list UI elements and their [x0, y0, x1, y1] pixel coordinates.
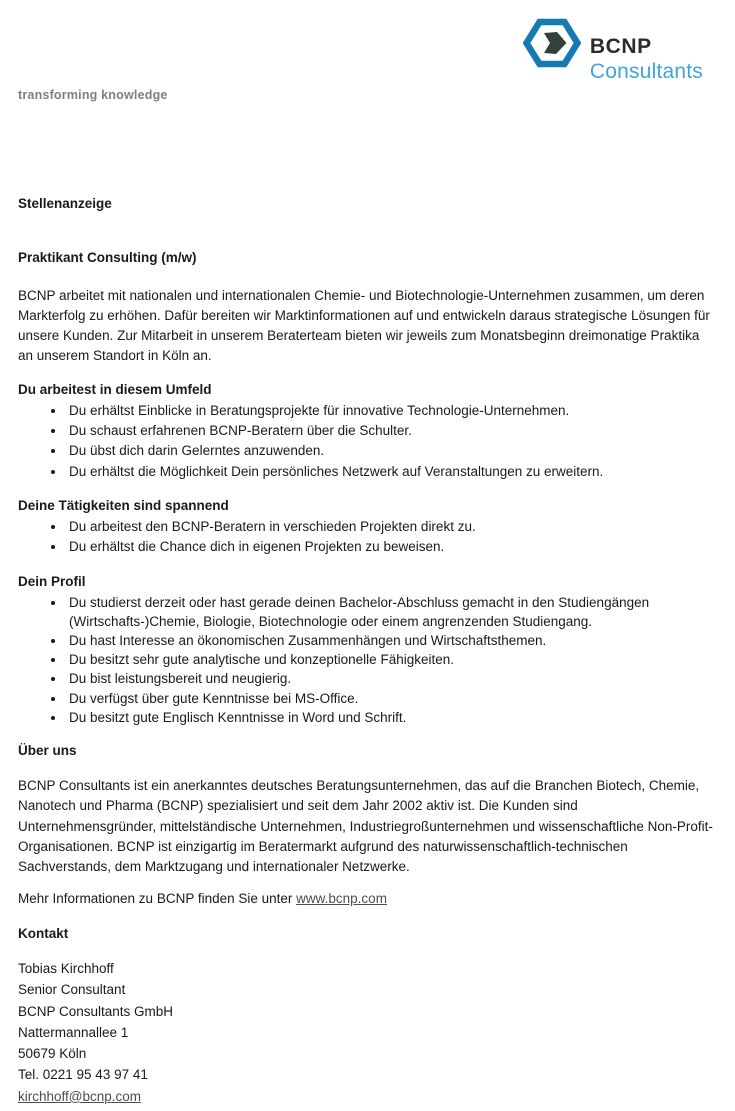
more-info-line [18, 889, 713, 909]
bullet-item: • Du hast Interesse an ökonomischen Zusammenhängen und Wirtschaftsthemen. [66, 631, 713, 650]
bullet-item: • Du studierst derzeit oder hast gerade deinen Bachelor-Abschluss gemacht in den Studiengängen (Wirtschafts-)Chemie, Biologie, Biotechnologie oder einem angrenzenden Studiengang. [66, 593, 713, 631]
bullet-item: • Du übst dich darin Gelerntes anzuwenden. [66, 441, 713, 461]
document-title: Stellenanzeige [18, 196, 112, 211]
about-paragraph: BCNP Consultants ist ein anerkanntes deutsches Beratungsunternehmen, das auf die Branchen Biotech, Chemie, Nanotech und Pharma (BCNP) spezialisiert und seit dem Jahr 2002 aktiv ist. Die Kunden sind Unternehmensgründer, mittelständische Unternehmen, Industriegroßunternehmen und wissenschaftliche Non-Profit-Organisationen. BCNP ist einzigartig im Beratermarkt aufgrund des naturwissenschaftlich-technischen Sachverstands, dem Marktzugang und internationaler Netzwerke. [18, 778, 713, 875]
bcnp-hexagon-logo-icon [523, 18, 581, 68]
bullet-item: • Du erhältst die Chance dich in eigenen Projekten zu beweisen. [66, 537, 713, 557]
more-info-text: Mehr Informationen zu BCNP finden Sie unter [18, 891, 297, 907]
bullet-item: • Du erhältst die Möglichkeit Dein persönliches Netzwerk auf Veranstaltungen zu erweitern. [66, 462, 713, 482]
contact-role: Senior Consultant [18, 982, 126, 998]
contact-name: Tobias Kirchhoff [18, 960, 114, 976]
tagline: transforming knowledge [18, 88, 168, 102]
document-header [18, 18, 715, 110]
section-umfeld [18, 380, 713, 482]
bullet-list [18, 593, 713, 727]
bullet-item: • Du besitzt sehr gute analytische und konzeptionelle Fähigkeiten. [66, 650, 713, 669]
document-body [18, 194, 715, 1107]
bullet-item: • Du besitzt gute Englisch Kenntnisse in Word und Schrift. [66, 708, 713, 727]
contact-email-row [18, 1086, 713, 1107]
contact-street: Nattermannallee 1 [18, 1024, 129, 1040]
section-taetigkeiten [18, 496, 713, 558]
section-heading: Deine Tätigkeiten sind spannend [18, 497, 229, 513]
job-title: Praktikant Consulting (m/w) [18, 250, 197, 266]
contact-city: 50679 Köln [18, 1046, 87, 1062]
brand-text [590, 18, 703, 84]
section-heading: Dein Profil [18, 573, 86, 589]
website-link[interactable]: www.bcnp.com [296, 891, 387, 907]
brand-logo [523, 18, 715, 84]
brand-name: BCNP [589, 35, 652, 58]
bullet-item: • Du erhältst Einblicke in Beratungsprojekte für innovative Technologie-Unternehmen. [66, 401, 713, 421]
about-heading: Über uns [18, 742, 77, 758]
intro-paragraph: BCNP arbeitet mit nationalen und internationalen Chemie- und Biotechnologie-Unternehmen zusammen, um deren Markterfolg zu erhöhen. Dafür bereiten wir Marktinformationen auf und entwickeln daraus strategische Lösungen für unsere Kunden. Zur Mitarbeit in unserem Beraterteam bieten wir jeweils zum Monatsbeginn dreimonatige Praktika an unserem Standort in Köln an. [18, 287, 710, 364]
section-heading: Du arbeitest in diesem Umfeld [18, 381, 212, 397]
bullet-list [18, 517, 713, 558]
contact-heading: Kontakt [18, 925, 69, 941]
contact-block [18, 958, 713, 1107]
brand-subname: Consultants [589, 60, 703, 84]
bullet-item: • Du arbeitest den BCNP-Beratern in verschieden Projekten direkt zu. [66, 517, 713, 537]
bullet-item: • Du bist leistungsbereit und neugierig. [66, 669, 713, 688]
email-link[interactable]: kirchhoff@bcnp.com [18, 1088, 142, 1104]
contact-phone: Tel. 0221 95 43 97 41 [18, 1067, 148, 1083]
section-profil [18, 572, 713, 727]
bullet-item: • Du verfügst über gute Kenntnisse bei MS-Office. [66, 689, 713, 708]
bullet-list [18, 401, 713, 482]
bullet-item: • Du schaust erfahrenen BCNP-Beratern über die Schulter. [66, 421, 713, 441]
contact-company: BCNP Consultants GmbH [18, 1003, 174, 1019]
